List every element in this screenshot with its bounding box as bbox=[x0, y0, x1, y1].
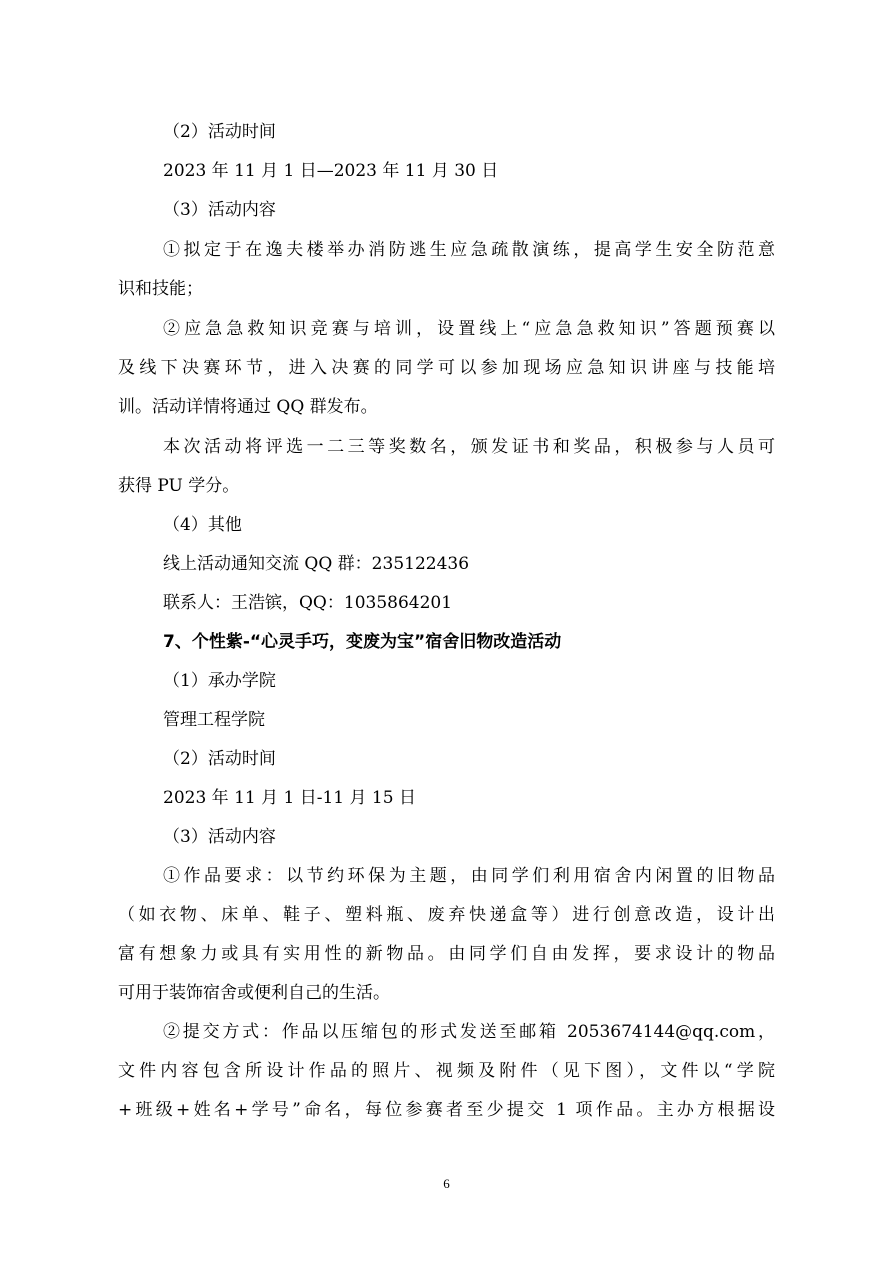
page-number: 6 bbox=[443, 1176, 450, 1191]
paragraph-line: ①作品要求：以节约环保为主题，由同学们利用宿舍内闲置的旧物品 bbox=[163, 866, 775, 886]
subheading-activity-content: （3）活动内容 bbox=[163, 827, 276, 847]
qq-group-info: 线上活动通知交流 QQ 群：235122436 bbox=[163, 554, 470, 574]
subheading-host-college: （1）承办学院 bbox=[163, 671, 276, 691]
paragraph-line: 及线下决赛环节，进入决赛的同学可以参加现场应急知识讲座与技能培 bbox=[118, 358, 775, 378]
paragraph-line: 本次活动将评选一二三等奖数名，颁发证书和奖品，积极参与人员可 bbox=[163, 437, 775, 457]
paragraph-line: 富有想象力或具有实用性的新物品。由同学们自由发挥，要求设计的物品 bbox=[118, 944, 775, 964]
activity-time-value: 2023 年 11 月 1 日-11 月 15 日 bbox=[163, 788, 416, 808]
subheading-activity-time: （2）活动时间 bbox=[163, 749, 276, 769]
subheading-activity-content: （3）活动内容 bbox=[163, 200, 276, 220]
section-heading: 7、个性紫-“心灵手巧，变废为宝”宿舍旧物改造活动 bbox=[163, 632, 562, 652]
paragraph-line: 训。活动详情将通过 QQ 群发布。 bbox=[118, 397, 378, 417]
paragraph-line: 识和技能； bbox=[118, 279, 203, 299]
paragraph-line: ②应急急救知识竞赛与培训，设置线上“应急急救知识”答题预赛以 bbox=[163, 319, 775, 339]
subheading-activity-time: （2）活动时间 bbox=[163, 122, 276, 142]
paragraph-line: ①拟定于在逸夫楼举办消防逃生应急疏散演练，提高学生安全防范意 bbox=[163, 240, 775, 260]
paragraph-line: 可用于装饰宿舍或便利自己的生活。 bbox=[118, 983, 390, 1003]
host-college-value: 管理工程学院 bbox=[163, 710, 265, 730]
paragraph-line: ②提交方式：作品以压缩包的形式发送至邮箱 2053674144@qq.com， bbox=[163, 1022, 775, 1042]
subheading-other: （4）其他 bbox=[163, 515, 242, 535]
paragraph-line: 获得 PU 学分。 bbox=[118, 476, 240, 496]
activity-time-value: 2023 年 11 月 1 日—2023 年 11 月 30 日 bbox=[163, 161, 499, 181]
paragraph-line: +班级+姓名+学号”命名，每位参赛者至少提交 1 项作品。主办方根据设 bbox=[118, 1100, 775, 1120]
contact-info: 联系人：王浩镔，QQ：1035864201 bbox=[163, 593, 453, 613]
paragraph-line: （如衣物、床单、鞋子、塑料瓶、废弃快递盒等）进行创意改造，设计出 bbox=[118, 905, 775, 925]
paragraph-line: 文件内容包含所设计作品的照片、视频及附件（见下图），文件以“学院 bbox=[118, 1061, 775, 1081]
